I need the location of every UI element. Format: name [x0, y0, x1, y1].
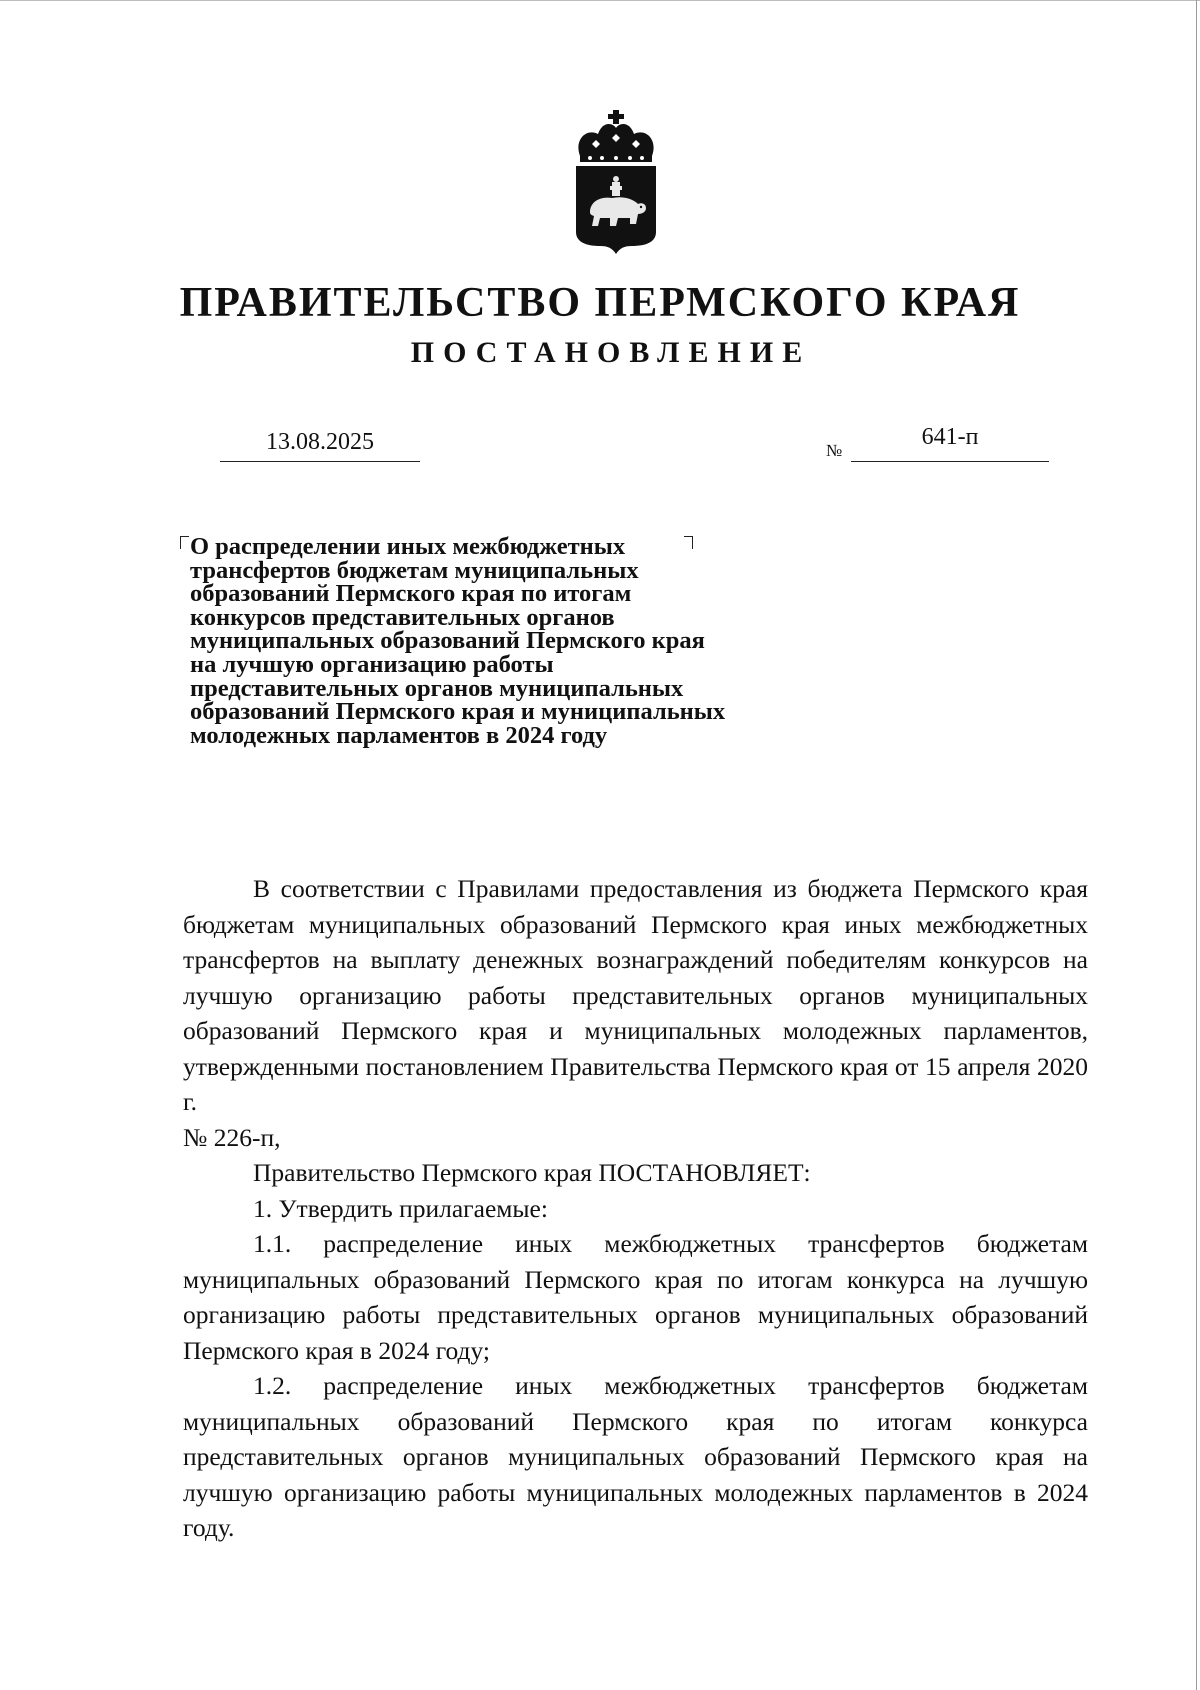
subject-line: молодежных парламентов в 2024 году: [190, 721, 608, 749]
item-1-2: 1.2. распределение иных межбюджетных трансфертов бюджетам муниципальных образований Пермского края по итогам конкурса представительных органов муниципальных образований Пермского края на лучшую организацию работы муниципальных молодежных парламентов в 2024 году.: [183, 1371, 1088, 1542]
resolution-clause: Правительство Пермского края ПОСТАНОВЛЯЕТ:: [253, 1158, 811, 1187]
subject-line: представительных органов муниципальных: [190, 674, 684, 702]
subject-line: образований Пермского края и муниципальных: [190, 698, 726, 726]
subject-line: конкурсов представительных органов: [190, 603, 615, 631]
subject-corner-mark-left: [180, 536, 189, 549]
item-1: 1. Утвердить прилагаемые:: [253, 1193, 548, 1223]
document-type-title: ПОСТАНОВЛЕНИЕ: [410, 336, 812, 369]
document-body: [183, 871, 1088, 1546]
document-number: 641-п: [851, 418, 1049, 462]
document-subject: [190, 535, 830, 747]
preamble-tail: № 226-п,: [183, 1122, 281, 1152]
subject-line: О распределении иных межбюджетных: [190, 533, 626, 560]
document-date: 13.08.2025: [220, 423, 420, 462]
perm-krai-coat-of-arms-icon: [570, 108, 662, 258]
government-title: ПРАВИТЕЛЬСТВО ПЕРМСКОГО КРАЯ: [179, 280, 1021, 326]
preamble-paragraph: В соответствии с Правилами предоставления из бюджета Пермского края бюджетам муниципальных образований Пермского края иных межбюджетных трансфертов на выплату денежных вознаграждений победителям конкурсов на лучшую организацию работы представительных органов муниципальных образований Пермского края и муниципальных молодежных парламентов, утвержденными постановлением Правительства Пермского края от 15 апреля 2020 г.: [183, 874, 1088, 1116]
subject-line: на лучшую организацию работы: [190, 650, 554, 678]
subject-line: образований Пермского края по итогам: [190, 580, 632, 608]
subject-line: трансфертов бюджетам муниципальных: [190, 556, 639, 584]
scan-edge-top: [0, 0, 1200, 1]
scan-edge-right: [1196, 0, 1197, 1690]
item-1-1: 1.1. распределение иных межбюджетных трансфертов бюджетам муниципальных образований Пермского края по итогам конкурса на лучшую организацию работы представительных органов муниципальных образований Пермского края в 2024 году;: [183, 1229, 1088, 1365]
subject-line: муниципальных образований Пермского края: [190, 627, 705, 655]
number-sign-label: №: [826, 441, 843, 460]
